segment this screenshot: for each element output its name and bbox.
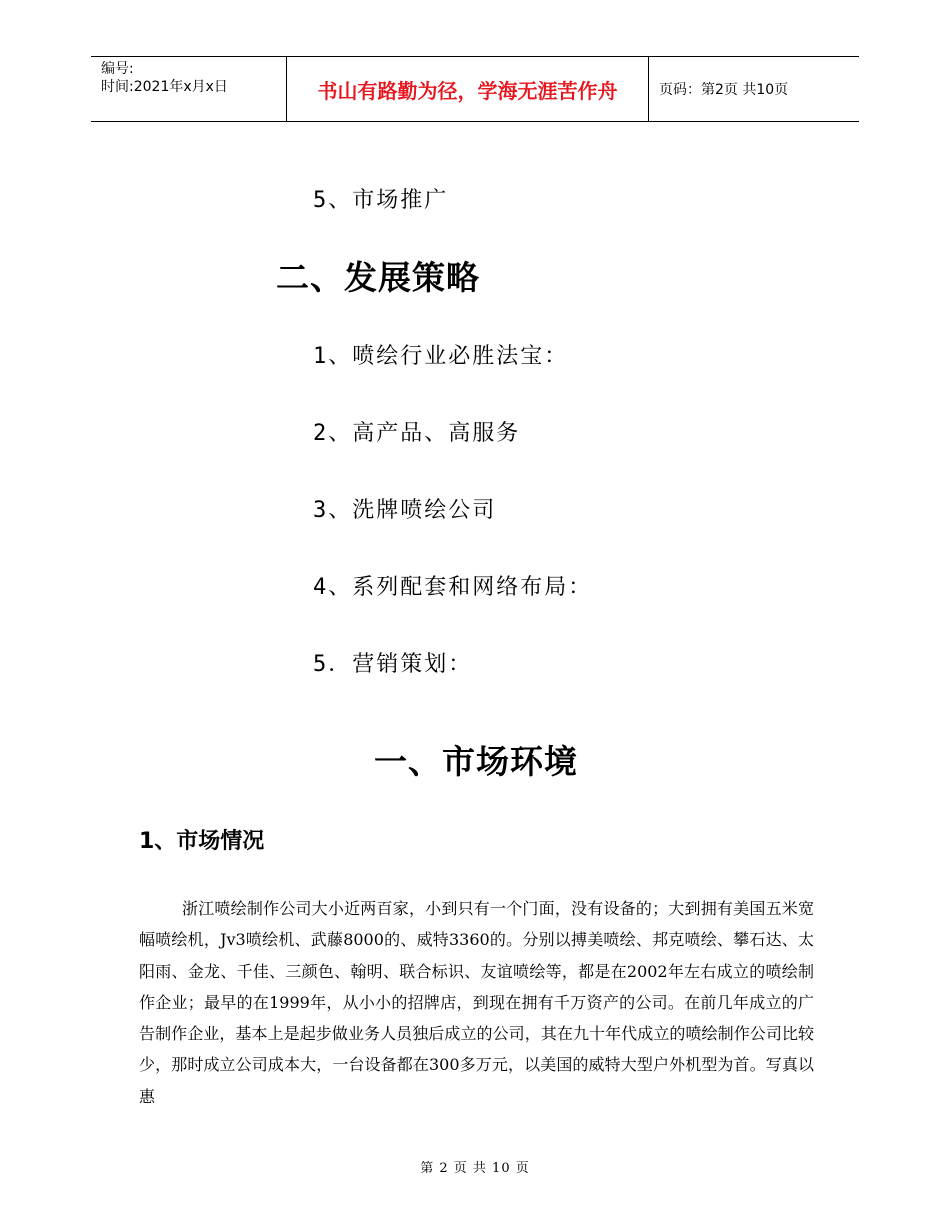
header-meta <box>101 60 228 96</box>
header-divider-right <box>648 57 649 121</box>
heading-market-environment: 一、市场环境 <box>374 742 578 781</box>
toc-item-3: 3、洗牌喷绘公司 <box>313 498 497 523</box>
subheading-market-situation: 1、市场情况 <box>139 829 265 854</box>
header-motto: 书山有路勤为径，学海无涯苦作舟 <box>317 78 618 103</box>
toc-item-1: 1、喷绘行业必胜法宝： <box>313 344 569 369</box>
page-footer: 第 2 页 共 10 页 <box>420 1161 530 1176</box>
page-header <box>91 56 859 122</box>
document-time-label: 时间:2021年x月x日 <box>101 79 228 95</box>
toc-item-market-promotion: 5、市场推广 <box>313 188 449 213</box>
toc-item-5: 5．营销策划： <box>313 652 473 677</box>
body-paragraph: 浙江喷绘制作公司大小近两百家，小到只有一个门面，没有设备的；大到拥有美国五米宽幅喷绘机，Jv3喷绘机、武藤8000的、威特3360的。分别以搏美喷绘、邦克喷绘、攀石达、太阳雨、金龙、千佳、三颜色、翰明、联合标识、友谊喷绘等，都是在2002年左右成立的喷绘制作企业；最早的在1999年，从小小的招牌店，到现在拥有千万资产的公司。在前几年成立的广告制作企业，基本上是起步做业务人员独后成立的公司，其在九十年代成立的喷绘制作公司比较少，那时成立公司成本大，一台设备都在300多万元，以美国的威特大型户外机型为首。写真以惠 <box>139 899 814 1106</box>
toc-item-2: 2、高产品、高服务 <box>313 421 521 446</box>
document-number-label: 编号: <box>101 61 134 77</box>
toc-item-4: 4、系列配套和网络布局： <box>313 575 593 600</box>
heading-strategy: 二、发展策略 <box>276 258 480 297</box>
header-page-info: 页码：第2页 共10页 <box>659 82 789 98</box>
